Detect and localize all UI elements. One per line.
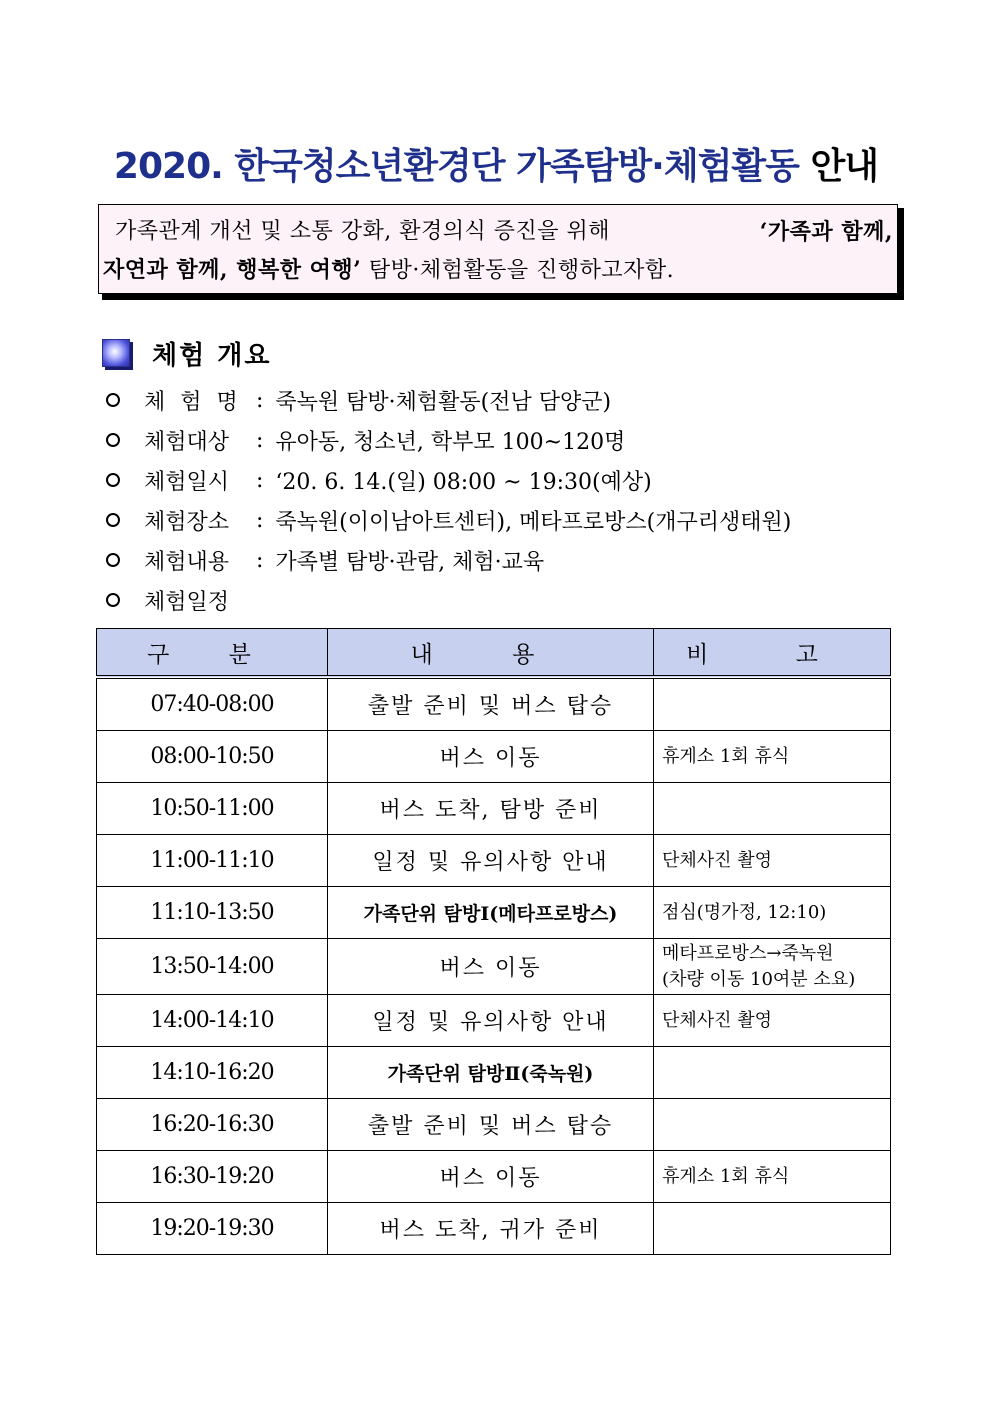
cell-time: 16:30-19:20 [97,1151,328,1203]
intro-line1-text: 가족관계 개선 및 소통 강화, 환경의식 증진을 위해 [115,219,610,244]
note-line: 메타프로방스→죽녹원 [662,942,834,964]
item-key: 체험장소 [144,509,230,535]
table-row [97,731,891,783]
cell-time: 11:00-11:10 [97,835,328,887]
note-line: 단체사진 촬영 [662,1009,773,1031]
table-row [97,783,891,835]
table-row [97,887,891,939]
header-category: 구 분 [97,629,328,678]
table-row [97,1203,891,1255]
cell-content: 버스 이동 [328,731,654,783]
cell-content: 버스 도착, 귀가 준비 [328,1203,654,1255]
note-line: 점심(명가정, 12:10) [662,901,827,923]
cell-note [654,835,891,887]
list-item [106,460,906,500]
cell-note [654,677,891,731]
intro-line-1 [103,213,893,251]
circle-bullet-icon [106,473,120,487]
circle-bullet-icon [106,433,120,447]
item-separator: : [256,387,264,413]
item-separator: : [256,547,264,573]
cell-time: 10:50-11:00 [97,783,328,835]
circle-bullet-icon [106,593,120,607]
cell-note [654,783,891,835]
list-item [106,380,906,420]
table-row [97,677,891,731]
list-item [106,580,906,620]
note-line: 휴게소 1회 휴식 [662,745,790,767]
intro-box [98,204,898,294]
cell-content: 출발 준비 및 버스 탑승 [328,677,654,731]
cell-time: 11:10-13:50 [97,887,328,939]
cell-content: 출발 준비 및 버스 탑승 [328,1099,654,1151]
cell-note [654,995,891,1047]
title-end: 안내 [810,146,879,187]
cell-content: 일정 및 유의사항 안내 [328,995,654,1047]
list-item [106,500,906,540]
cell-time: 08:00-10:50 [97,731,328,783]
cell-time: 13:50-14:00 [97,939,328,995]
section-heading [102,336,272,370]
header-note: 비 고 [654,629,891,678]
circle-bullet-icon [106,393,120,407]
list-item [106,540,906,580]
overview-list [106,380,906,620]
item-separator: : [256,507,264,533]
note-line: (차량 이동 10여분 소요) [662,968,856,990]
intro-line2-bold: 자연과 함께, 행복한 여행’ [103,257,362,283]
cell-content: 버스 이동 [328,939,654,995]
section-label: 체험 개요 [152,340,272,371]
schedule-table [96,628,891,1255]
cell-note [654,1099,891,1151]
cell-content: 가족단위 탐방Ⅰ(메타프로방스) [328,887,654,939]
intro-line1-bold: ‘가족과 함께, [759,219,893,245]
title-main: 2020. 한국청소년환경단 가족탐방·체험활동 [113,146,799,187]
cell-content: 일정 및 유의사항 안내 [328,835,654,887]
item-key: 체험명 [144,389,253,415]
list-item [106,420,906,460]
table-row [97,995,891,1047]
item-separator: : [256,467,264,493]
table-header-row [97,629,891,678]
square-bullet-icon [102,339,130,367]
cell-time: 16:20-16:30 [97,1099,328,1151]
item-value: 죽녹원 탐방·체험활동(전남 담양군) [275,389,612,415]
cell-note [654,1203,891,1255]
cell-content: 버스 도착, 탐방 준비 [328,783,654,835]
item-key: 체험일정 [144,589,230,615]
cell-time: 14:10-16:20 [97,1047,328,1099]
intro-line-2 [103,251,893,290]
cell-content: 버스 이동 [328,1151,654,1203]
item-value: 유아동, 청소년, 학부모 100~120명 [275,429,626,455]
cell-time: 07:40-08:00 [97,677,328,731]
table-row [97,1151,891,1203]
document-title [0,138,992,189]
table-row [97,1099,891,1151]
circle-bullet-icon [106,553,120,567]
item-key: 체험일시 [144,469,230,495]
header-content: 내 용 [328,629,654,678]
cell-note [654,887,891,939]
item-value: 죽녹원(이이남아트센터), 메타프로방스(개구리생태원) [275,509,792,535]
cell-note [654,939,891,995]
item-separator: : [256,427,264,453]
cell-time: 19:20-19:30 [97,1203,328,1255]
cell-note [654,731,891,783]
item-key: 체험대상 [144,429,230,455]
note-line: 휴게소 1회 휴식 [662,1165,790,1187]
cell-note [654,1151,891,1203]
note-line: 단체사진 촬영 [662,849,773,871]
circle-bullet-icon [106,513,120,527]
table-row [97,835,891,887]
item-value: ‘20. 6. 14.(일) 08:00 ~ 19:30(예상) [275,469,652,495]
item-value: 가족별 탐방·관람, 체험·교육 [275,549,545,575]
table-row [97,1047,891,1099]
intro-line2-text: 탐방·체험활동을 진행하고자함. [368,258,675,283]
cell-note [654,1047,891,1099]
cell-content: 가족단위 탐방Ⅱ(죽녹원) [328,1047,654,1099]
item-key: 체험내용 [144,549,230,575]
table-row [97,939,891,995]
cell-time: 14:00-14:10 [97,995,328,1047]
